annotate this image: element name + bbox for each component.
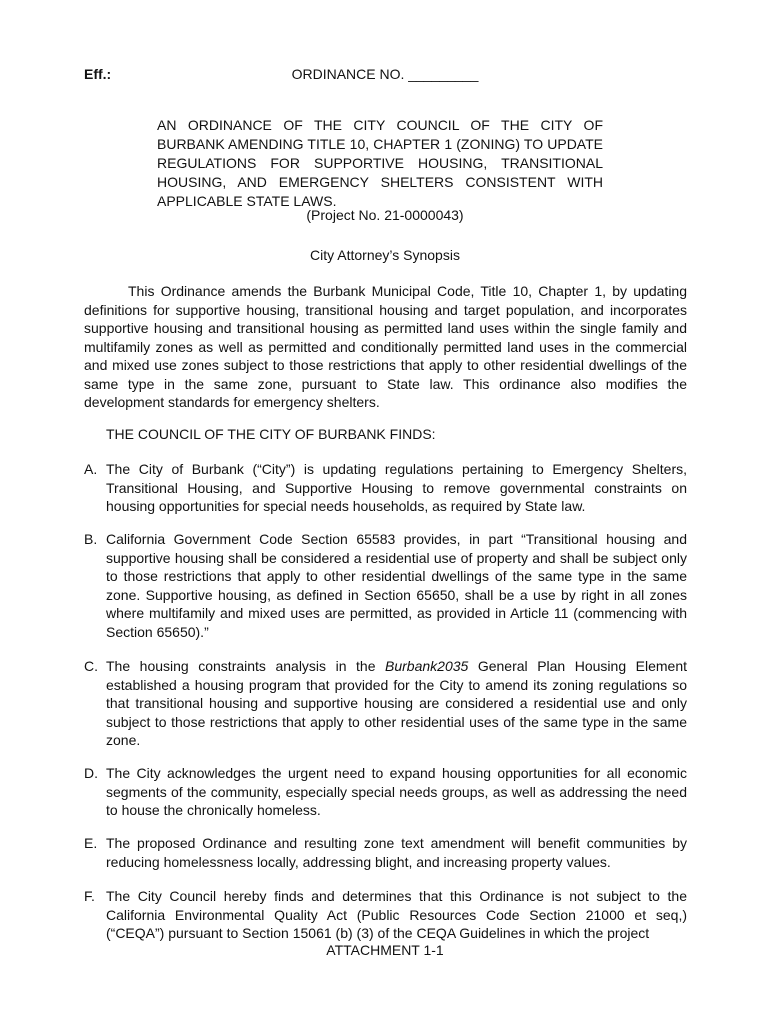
finding-letter: E. xyxy=(84,835,98,851)
finding-text: The City Council hereby finds and determines that this Ordinance is not subject to the California Environmental Quality Act (Public Resources Code Section 21000 et seq,) (“CEQA”) pursuant to Section 15061 (b) (3) of the CEQA Guidelines in which the project xyxy=(106,888,687,941)
finding-e xyxy=(84,834,687,871)
findings-heading: THE COUNCIL OF THE CITY OF BURBANK FINDS: xyxy=(106,426,436,442)
finding-a xyxy=(84,460,687,516)
ordinance-number-title: ORDINANCE NO. _________ xyxy=(291,66,479,82)
finding-text-post: General Plan Housing Element established a housing program that provided for the City to amend its zoning regulations so that transitional housing and supportive housing are considered a residential use and only subject to those restrictions that apply to other residential uses of the same type in the same zone. xyxy=(106,658,688,748)
finding-f xyxy=(84,887,687,943)
project-number: (Project No. 21-0000043) xyxy=(306,207,464,223)
effective-date-label: Eff.: xyxy=(84,66,112,82)
finding-text: The City acknowledges the urgent need to expand housing opportunities for all economic segments of the community, especially special needs groups, as well as addressing the need to house the chronically homeless. xyxy=(106,765,687,818)
ordinance-caption: AN ORDINANCE OF THE CITY COUNCIL OF THE CITY OF BURBANK AMENDING TITLE 10, CHAPTER 1 (ZONING) TO UPDATE REGULATIONS FOR SUPPORTIVE HOUSING, TRANSITIONAL HOUSING, AND EMERGENCY SHELTERS CONSISTENT WITH APPLICABLE STATE LAWS. xyxy=(157,117,603,209)
finding-d xyxy=(84,764,687,820)
synopsis-paragraph: This Ordinance amends the Burbank Municipal Code, Title 10, Chapter 1, by updating definitions for supportive housing, transitional housing and target population, and incorporates supportive housing and transitional housing as permitted land uses within the single family and multifamily zones as well as permitted and conditionally permitted land uses in the commercial and mixed use zones subject to those restrictions that apply to other residential dwellings of the same type in the same zone, pursuant to State law. This ordinance also modifies the development standards for emergency shelters. xyxy=(84,283,687,410)
finding-c xyxy=(84,657,687,750)
finding-letter: B. xyxy=(84,531,98,547)
synopsis-heading: City Attorney’s Synopsis xyxy=(310,247,460,263)
finding-letter: F. xyxy=(84,888,95,904)
finding-letter: A. xyxy=(84,461,98,477)
attachment-footer: ATTACHMENT 1-1 xyxy=(326,942,444,958)
general-plan-name: Burbank2035 xyxy=(385,658,469,674)
finding-text: California Government Code Section 65583 provides, in part “Transitional housing and supportive housing shall be considered a residential use of property and shall be subject only to those restrictions that apply to other residential dwellings of the same type in the same zone. Supportive housing, as defined in Section 65650, shall be a use by right in all zones where multifamily and mixed uses are permitted, as provided in Article 11 (commencing with Section 65650).” xyxy=(106,531,687,640)
finding-text: The proposed Ordinance and resulting zone text amendment will benefit communities by reducing homelessness locally, addressing blight, and increasing property values. xyxy=(106,835,687,870)
finding-text-pre: The housing constraints analysis in the xyxy=(106,658,386,674)
finding-text: The City of Burbank (“City”) is updating regulations pertaining to Emergency Shelters, Transitional Housing, and Supportive Housing to remove governmental constraints on housing opportunities for special needs households, as required by State law. xyxy=(106,461,687,514)
finding-letter: C. xyxy=(84,658,98,674)
finding-letter: D. xyxy=(84,765,98,781)
finding-text xyxy=(106,657,687,750)
finding-b xyxy=(84,530,687,641)
